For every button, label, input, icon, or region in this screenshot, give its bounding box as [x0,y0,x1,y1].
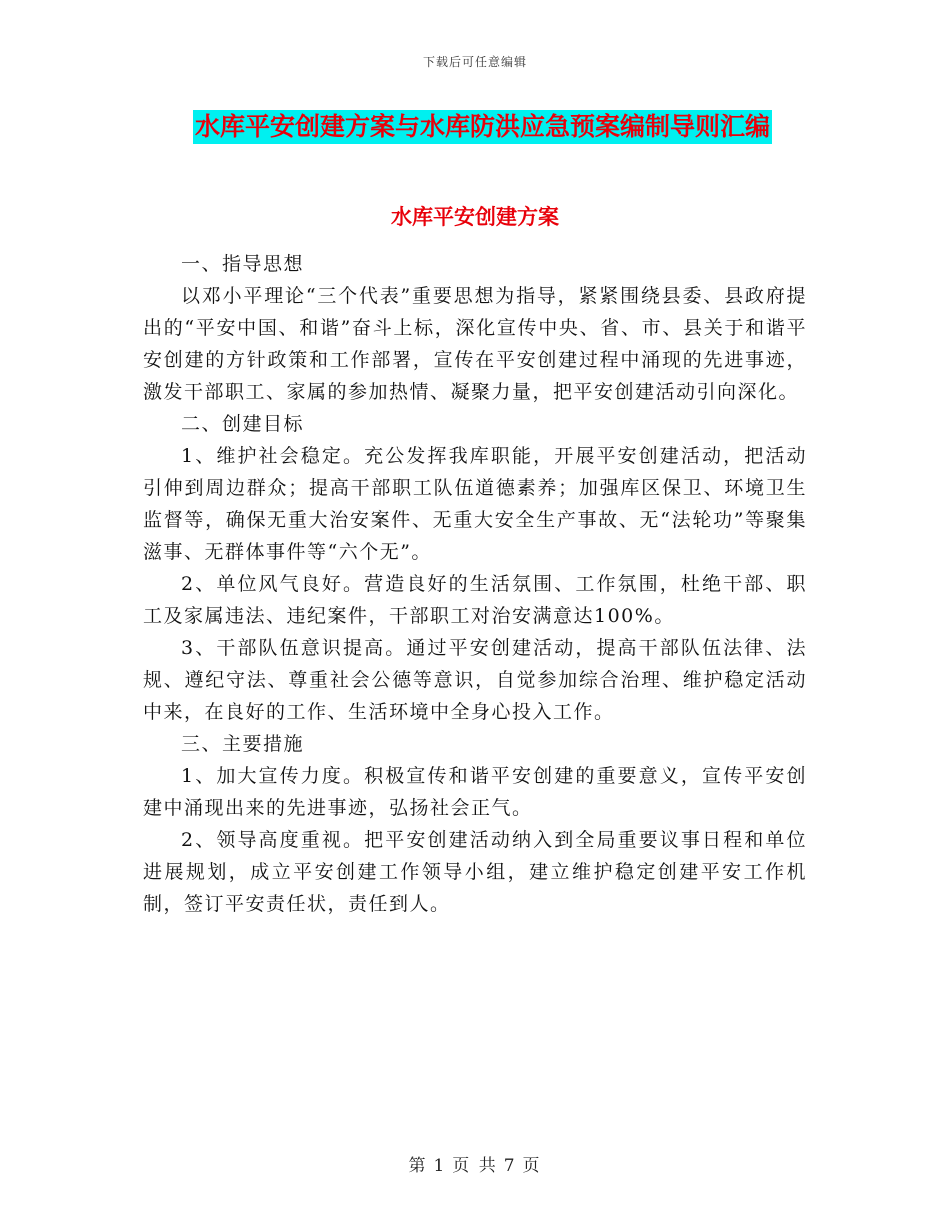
section-title: 水库平安创建方案 [391,205,559,229]
footer-suffix: 页 [522,1156,542,1176]
paragraph-goal-3: 3、干部队伍意识提高。通过平安创建活动，提高干部队伍法律、法规、遵纪守法、尊重社会公德等意识，自觉参加综合治理、维护稳定活动中来，在良好的工作、生活环境中全身心投入工作。 [143,637,807,723]
header-note: 下载后可任意编辑 [422,55,527,69]
heading-goals: 二、创建目标 [181,413,305,435]
footer-page-number: 1 [433,1156,447,1176]
paragraph-measure-2: 2、领导高度重视。把平安创建活动纳入到全局重要议事日程和单位进展规划，成立平安创建工作领导小组，建立维护稳定创建平安工作机制，签订平安责任状，责任到人。 [143,829,807,915]
heading-guiding-thought: 一、指导思想 [181,253,305,275]
document-body [143,248,807,920]
footer-mid: 页 共 [452,1156,498,1176]
page-footer [0,1151,950,1176]
doc-title: 水库平安创建方案与水库防洪应急预案编制导则汇编 [193,110,772,144]
paragraph-goal-2: 2、单位风气良好。营造良好的生活氛围、工作氛围，杜绝干部、职工及家属违法、违纪案件，干部职工对治安满意达100%。 [143,573,807,627]
paragraph-goal-1: 1、维护社会稳定。充公发挥我库职能，开展平安创建活动，把活动引伸到周边群众；提高干部职工队伍道德素养；加强库区保卫、环境卫生监督等，确保无重大治安案件、无重大安全生产事故、无“法轮功”等聚集滋事、无群体事件等“六个无”。 [143,445,807,563]
paragraph-guiding-thought: 以邓小平理论“三个代表”重要思想为指导，紧紧围绕县委、县政府提出的“平安中国、和谐”奋斗上标，深化宣传中央、省、市、县关于和谐平安创建的方针政策和工作部署，宣传在平安创建过程中涌现的先进事迹，激发干部职工、家属的参加热情、凝聚力量，把平安创建活动引向深化。 [143,285,807,403]
footer-total-pages: 7 [503,1156,517,1176]
doc-title-wrap [193,110,803,144]
heading-measures: 三、主要措施 [181,733,305,755]
footer-prefix: 第 [408,1156,428,1176]
paragraph-measure-1: 1、加大宣传力度。积极宣传和谐平安创建的重要意义，宣传平安创建中涌现出来的先进事迹，弘扬社会正气。 [143,765,807,819]
